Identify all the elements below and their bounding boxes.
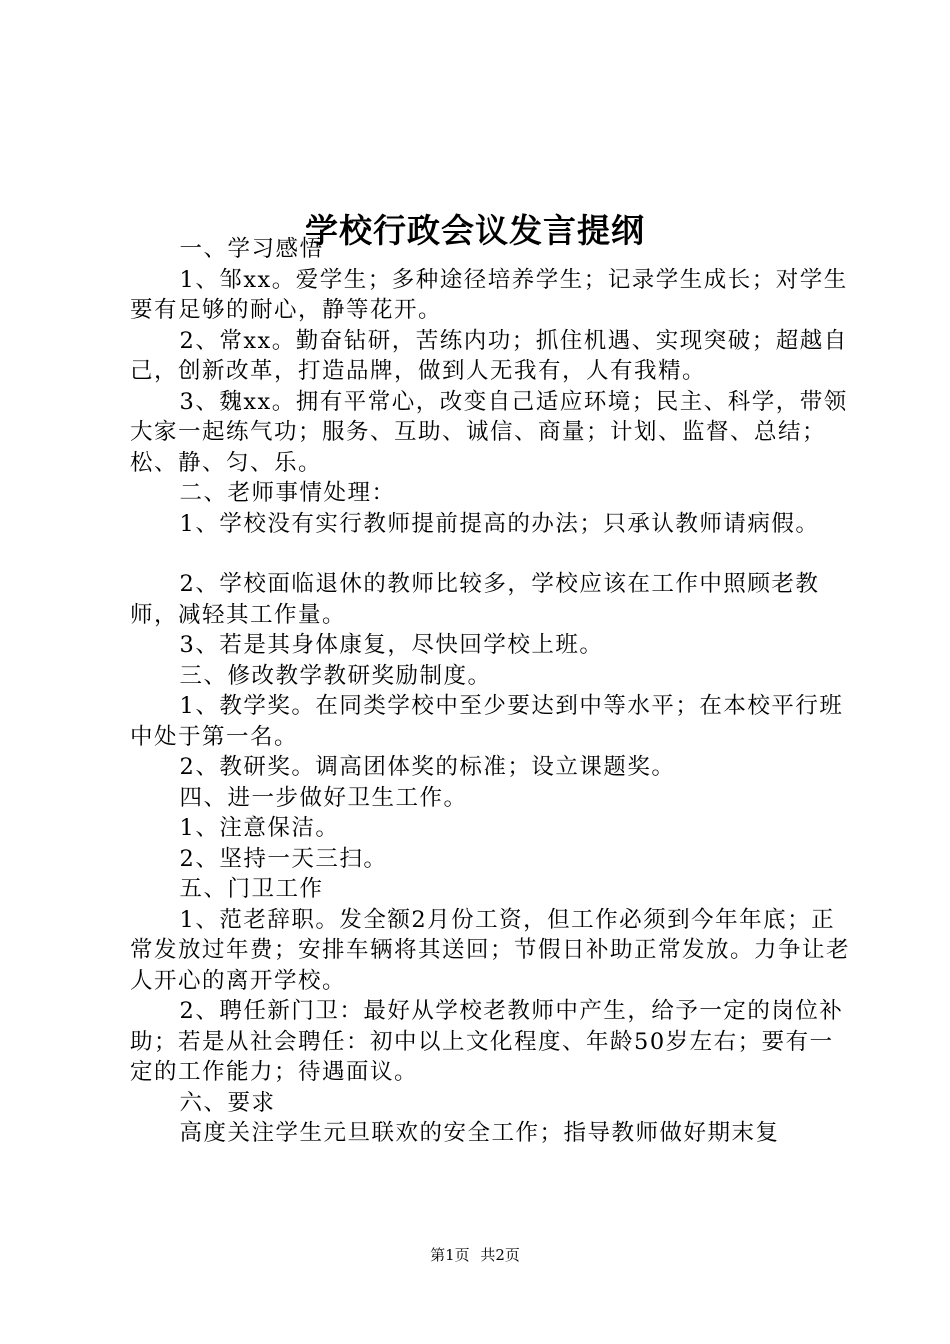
document-title: 学校行政会议发言提纲 — [305, 211, 645, 251]
document-body — [130, 234, 850, 1149]
paragraph: 1、范老辞职。发全额2月份工资，但工作必须到今年年底；正常发放过年费；安排车辆将其送回；节假日补助正常发放。力争让老人开心的离开学校。 — [130, 906, 851, 994]
paragraph: 1、教学奖。在同类学校中至少要达到中等水平；在本校平行班中处于第一名。 — [130, 693, 844, 750]
paragraph: 2、聘任新门卫：最好从学校老教师中产生，给予一定的岗位补助；若是从社会聘任：初中以上文化程度、年龄50岁左右；要有一定的工作能力；待遇面议。 — [130, 998, 844, 1085]
section-heading-2: 二、老师事情处理： — [179, 480, 396, 506]
section-heading-4: 四、进一步做好卫生工作。 — [179, 784, 468, 811]
paragraph: 高度关注学生元旦联欢的安全工作；指导教师做好期末复 — [179, 1120, 780, 1146]
section-heading-6: 六、要求 — [179, 1089, 276, 1116]
paragraph: 2、常xx。勤奋钻研，苦练内功；抓住机遇、实现突破；超越自己，创新改革，打造品牌，做到人无我有，人有我精。 — [130, 327, 848, 384]
paragraph: 2、坚持一天三扫。 — [179, 845, 388, 872]
paragraph: 1、邹xx。爱学生；多种途径培养学生；记录学生成长；对学生要有足够的耐心，静等花开。 — [130, 266, 848, 323]
page-footer — [0, 1245, 950, 1265]
paragraph: 3、若是其身体康复，尽快回学校上班。 — [179, 632, 604, 658]
section-heading-1: 一、学习感悟 — [179, 236, 324, 262]
section-heading-5: 五、门卫工作 — [179, 876, 324, 902]
page-number: 第1页 — [430, 1246, 470, 1264]
paragraph: 3、魏xx。拥有平常心，改变自己适应环境；民主、科学，带领大家一起练气功；服务、互助、诚信、商量；计划、监督、总结；松、静、匀、乐。 — [130, 388, 848, 476]
paragraph: 2、学校面临退休的教师比较多，学校应该在工作中照顾老教师，减轻其工作量。 — [130, 571, 820, 628]
page-total: 共2页 — [480, 1246, 520, 1264]
section-heading-3: 三、修改教学教研奖励制度。 — [179, 662, 492, 689]
paragraph: 2、教研奖。调高团体奖的标准；设立课题奖。 — [179, 754, 676, 780]
paragraph: 1、注意保洁。 — [179, 815, 340, 841]
paragraph: 1、学校没有实行教师提前提高的办法；只承认教师请病假。 — [179, 510, 820, 537]
